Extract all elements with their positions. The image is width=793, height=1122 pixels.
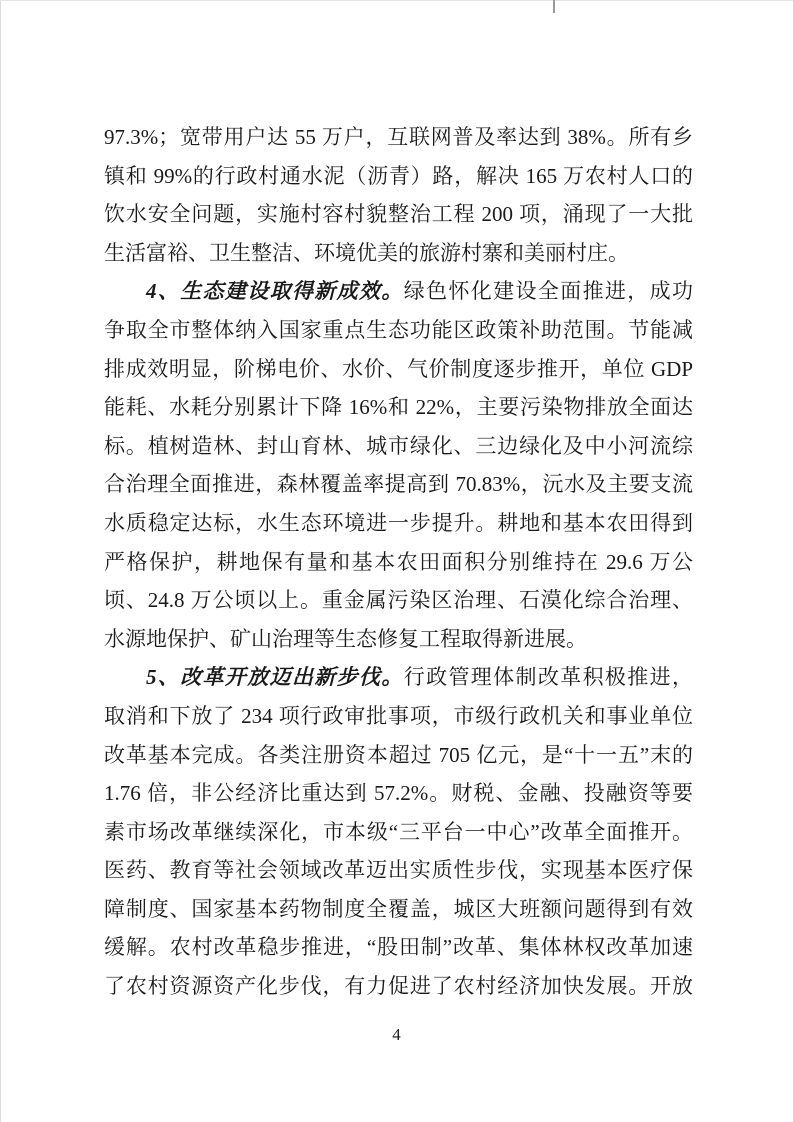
text-line: 4、生态建设取得新成效。绿色怀化建设全面推进，成功	[146, 279, 693, 304]
text-line: 了农村资源资产化步伐，有力促进了农村经济加快发展。开放	[104, 974, 693, 999]
scan-tick-artifact	[553, 0, 555, 13]
text-line: 能耗、水耗分别累计下降 16%和 22%，主要污染物排放全面达	[104, 395, 693, 420]
text-line: 合治理全面推进，森林覆盖率提高到 70.83%，沅水及主要支流	[104, 472, 693, 497]
text-line: 顷、24.8 万公顷以上。重金属污染区治理、石漠化综合治理、	[104, 588, 693, 613]
document-body	[104, 118, 693, 1006]
text-line: 严格保护，耕地保有量和基本农田面积分别维持在 29.6 万公	[104, 549, 693, 574]
page-number: 4	[392, 1025, 401, 1044]
text-line: 5、改革开放迈出新步伐。行政管理体制改革积极推进，	[146, 665, 693, 690]
text-line: 镇和 99%的行政村通水泥（沥青）路，解决 165 万农村人口的	[104, 163, 693, 188]
text-line: 医药、教育等社会领域改革迈出实质性步伐，实现基本医疗保	[104, 858, 693, 883]
text-line: 97.3%；宽带用户达 55 万户，互联网普及率达到 38%。所有乡	[104, 125, 693, 149]
text-line: 标。植树造林、封山育林、城市绿化、三边绿化及中小河流综	[104, 433, 693, 458]
text-line: 排成效明显，阶梯电价、水价、气价制度逐步推开，单位 GDP	[104, 356, 693, 381]
text-line: 水质稳定达标，水生态环境进一步提升。耕地和基本农田得到	[104, 510, 693, 535]
text-line: 水源地保护、矿山治理等生态修复工程取得新进展。	[104, 626, 587, 651]
scan-edge-left-artifact	[0, 0, 1, 1122]
scan-edge-top-artifact	[0, 0, 793, 1]
text-line: 改革基本完成。各类注册资本超过 705 亿元，是“十一五”末的	[104, 742, 693, 767]
text-line: 素市场改革继续深化，市本级“三平台一中心”改革全面推开。	[104, 819, 693, 844]
text-line: 取消和下放了 234 项行政审批事项，市级行政机关和事业单位	[104, 703, 693, 728]
text-line: 争取全市整体纳入国家重点生态功能区政策补助范围。节能减	[104, 317, 693, 342]
section-heading: 5、改革开放迈出新步伐。	[146, 665, 404, 690]
text-line: 生活富裕、卫生整洁、环境优美的旅游村寨和美丽村庄。	[104, 240, 629, 265]
text-line: 饮水安全问题，实施村容村貌整治工程 200 项，涌现了一大批	[104, 202, 693, 227]
section-heading: 4、生态建设取得新成效。	[146, 279, 404, 304]
text-line: 缓解。农村改革稳步推进，“股田制”改革、集体林权改革加速	[104, 935, 693, 960]
text-line: 1.76 倍，非公经济比重达到 57.2%。财税、金融、投融资等要	[104, 781, 693, 806]
text-line: 障制度、国家基本药物制度全覆盖，城区大班额问题得到有效	[104, 896, 693, 921]
